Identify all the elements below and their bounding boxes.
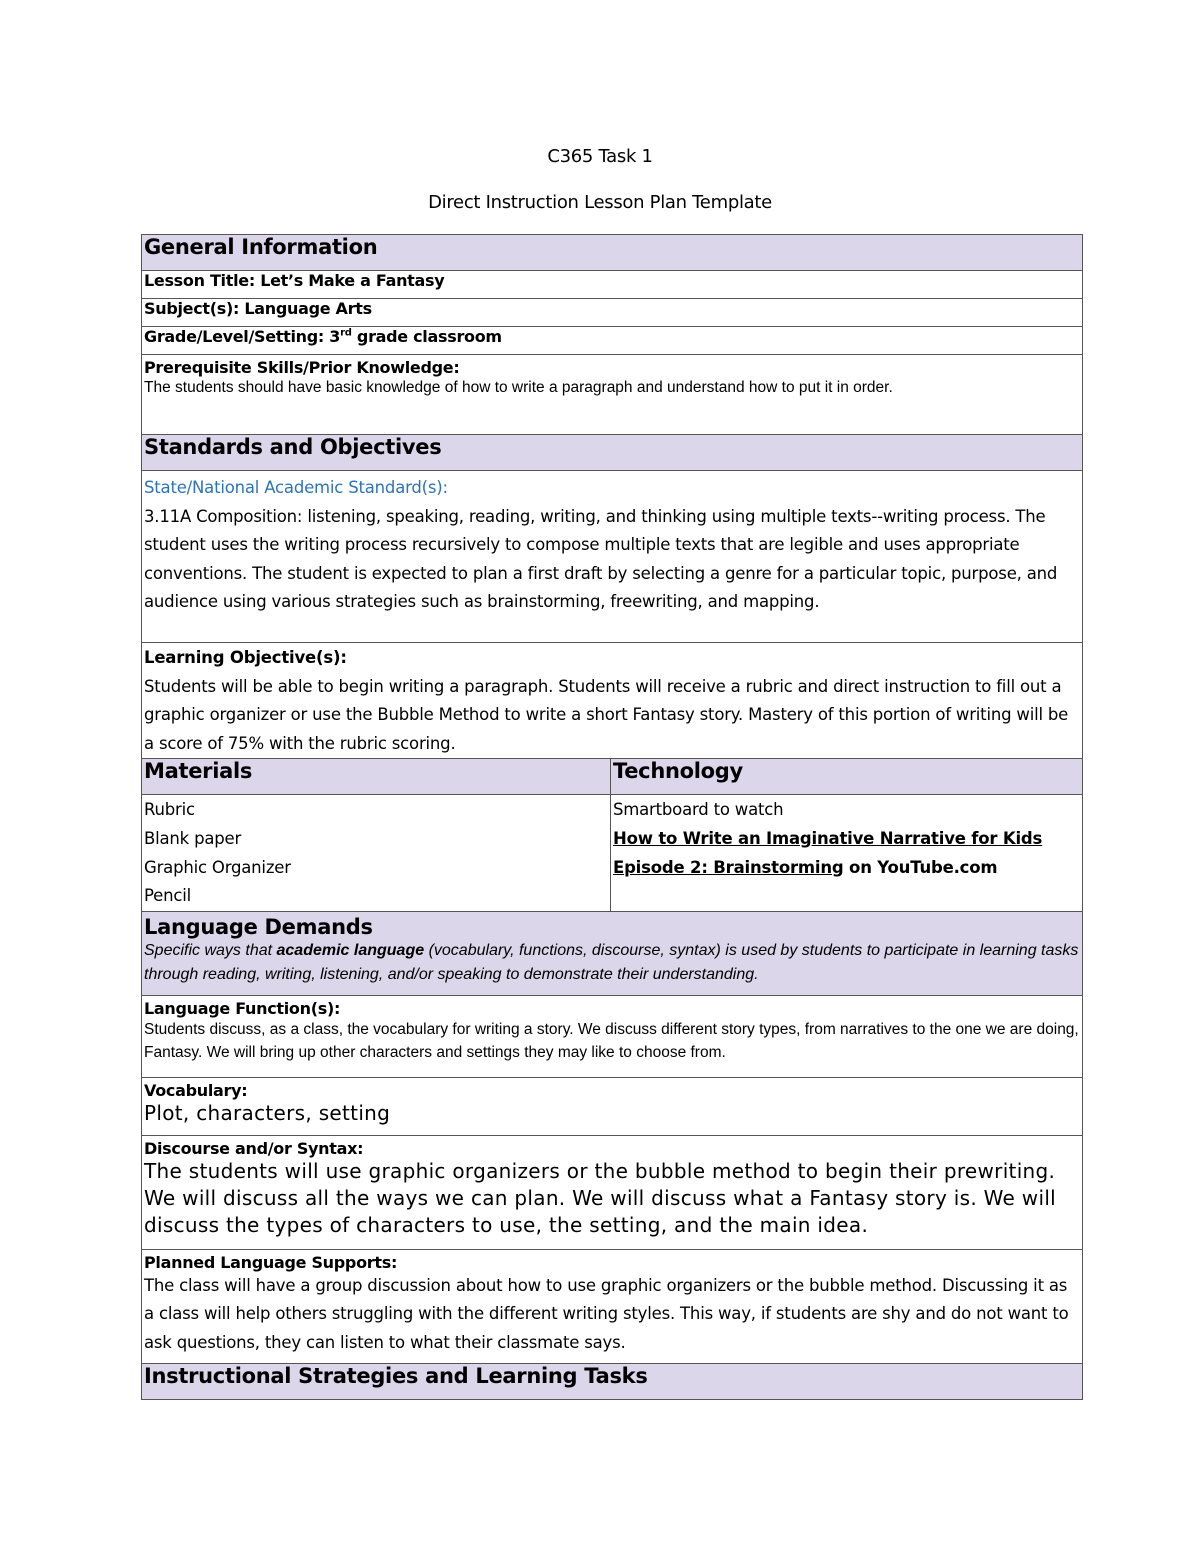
language-desc-post: (vocabulary, functions, discourse, syntax) is used by students to participate in learning tasks through reading, writing, listening, and/or speaking to demonstrate their understanding. xyxy=(144,941,1079,983)
section-language-demands xyxy=(142,911,1083,995)
lesson-title: Lesson Title: Let’s Make a Fantasy xyxy=(142,271,1083,299)
materials-cell xyxy=(142,795,611,911)
language-demands-description xyxy=(144,939,1080,987)
language-supports-text: The class will have a group discussion about how to use graphic organizers or the bubble method. Discussing it as a class will help others struggling with the different writing styles. This way, if students are shy and do not want to ask questions, they can listen to what their classmate says. xyxy=(144,1275,1069,1352)
language-desc-pre: Specific ways that xyxy=(144,941,277,959)
language-function-cell xyxy=(142,995,1083,1077)
vocabulary-label: Vocabulary: xyxy=(144,1080,248,1100)
grade-prefix: Grade/Level/Setting: 3 xyxy=(144,327,341,346)
youtube-video-link[interactable]: How to Write an Imaginative Narrative for Kids Episode 2: Brainstorming xyxy=(613,828,1043,877)
technology-intro: Smartboard to watch xyxy=(613,800,784,820)
document-title: C365 Task 1 xyxy=(547,146,653,167)
section-standards-objectives: Standards and Objectives xyxy=(142,435,1083,471)
language-demands-heading: Language Demands xyxy=(144,914,373,939)
material-item: Rubric xyxy=(144,800,195,820)
technology-heading: Technology xyxy=(611,759,1083,795)
learning-objective-text: Students will be able to begin writing a paragraph. Students will receive a rubric and direct instruction to fill out a graphic organizer or use the Bubble Method to write a short Fantasy story. Mastery of this portion of writing will be a score of 75% with the rubric scoring. xyxy=(144,676,1069,753)
technology-cell xyxy=(611,795,1083,911)
prerequisite-cell xyxy=(142,355,1083,435)
academic-language-term: academic language xyxy=(276,941,425,959)
state-standard-label: State/National Academic Standard(s): xyxy=(144,478,448,497)
material-item: Blank paper xyxy=(144,828,242,848)
prerequisite-label: Prerequisite Skills/Prior Knowledge: xyxy=(144,358,460,377)
discourse-text: The students will use graphic organizers or the bubble method to begin their prewriting. We will discuss all the ways we can plan. We will discuss what a Fantasy story is. We will discuss the types of characters to use, the setting, and the main idea. xyxy=(144,1158,1057,1237)
technology-suffix: on YouTube.com xyxy=(843,857,998,877)
material-item: Pencil xyxy=(144,886,192,906)
vocabulary-text: Plot, characters, setting xyxy=(144,1100,391,1125)
language-supports-label: Planned Language Supports: xyxy=(144,1252,398,1272)
section-general-information: General Information xyxy=(142,235,1083,271)
standard-text: 3.11A Composition: listening, speaking, reading, writing, and thinking using multiple texts--writing process. The student uses the writing process recursively to compose multiple texts that are legible and uses appropriate conventions. The student is expected to plan a first draft by selecting a genre for a particular topic, purpose, and audience using various strategies such as brainstorming, freewriting, and mapping. xyxy=(144,506,1058,612)
standards-cell xyxy=(142,471,1083,643)
objective-cell xyxy=(142,643,1083,759)
grade-suffix: grade classroom xyxy=(351,327,502,346)
vocabulary-cell xyxy=(142,1077,1083,1135)
lesson-plan-table xyxy=(141,234,1083,1400)
grade-superscript: rd xyxy=(340,327,352,339)
language-function-label: Language Function(s): xyxy=(144,998,341,1018)
language-supports-cell xyxy=(142,1249,1083,1363)
discourse-cell xyxy=(142,1135,1083,1249)
language-function-text: Students discuss, as a class, the vocabulary for writing a story. We discuss different story types, from narratives to the one we are doing, Fantasy. We will bring up other characters and settings they may like to choose from. xyxy=(144,1020,1079,1061)
section-instructional-strategies: Instructional Strategies and Learning Tasks xyxy=(142,1363,1083,1399)
learning-objective-label: Learning Objective(s): xyxy=(144,648,347,667)
grade-level-setting xyxy=(142,327,1083,355)
technology-resource xyxy=(613,825,1043,882)
prerequisite-text: The students should have basic knowledge of how to write a paragraph and understand how to put it in order. xyxy=(144,379,893,396)
material-item: Graphic Organizer xyxy=(144,857,291,877)
materials-heading: Materials xyxy=(142,759,611,795)
discourse-label: Discourse and/or Syntax: xyxy=(144,1138,364,1158)
subjects: Subject(s): Language Arts xyxy=(142,299,1083,327)
document-subtitle: Direct Instruction Lesson Plan Template xyxy=(428,192,772,213)
